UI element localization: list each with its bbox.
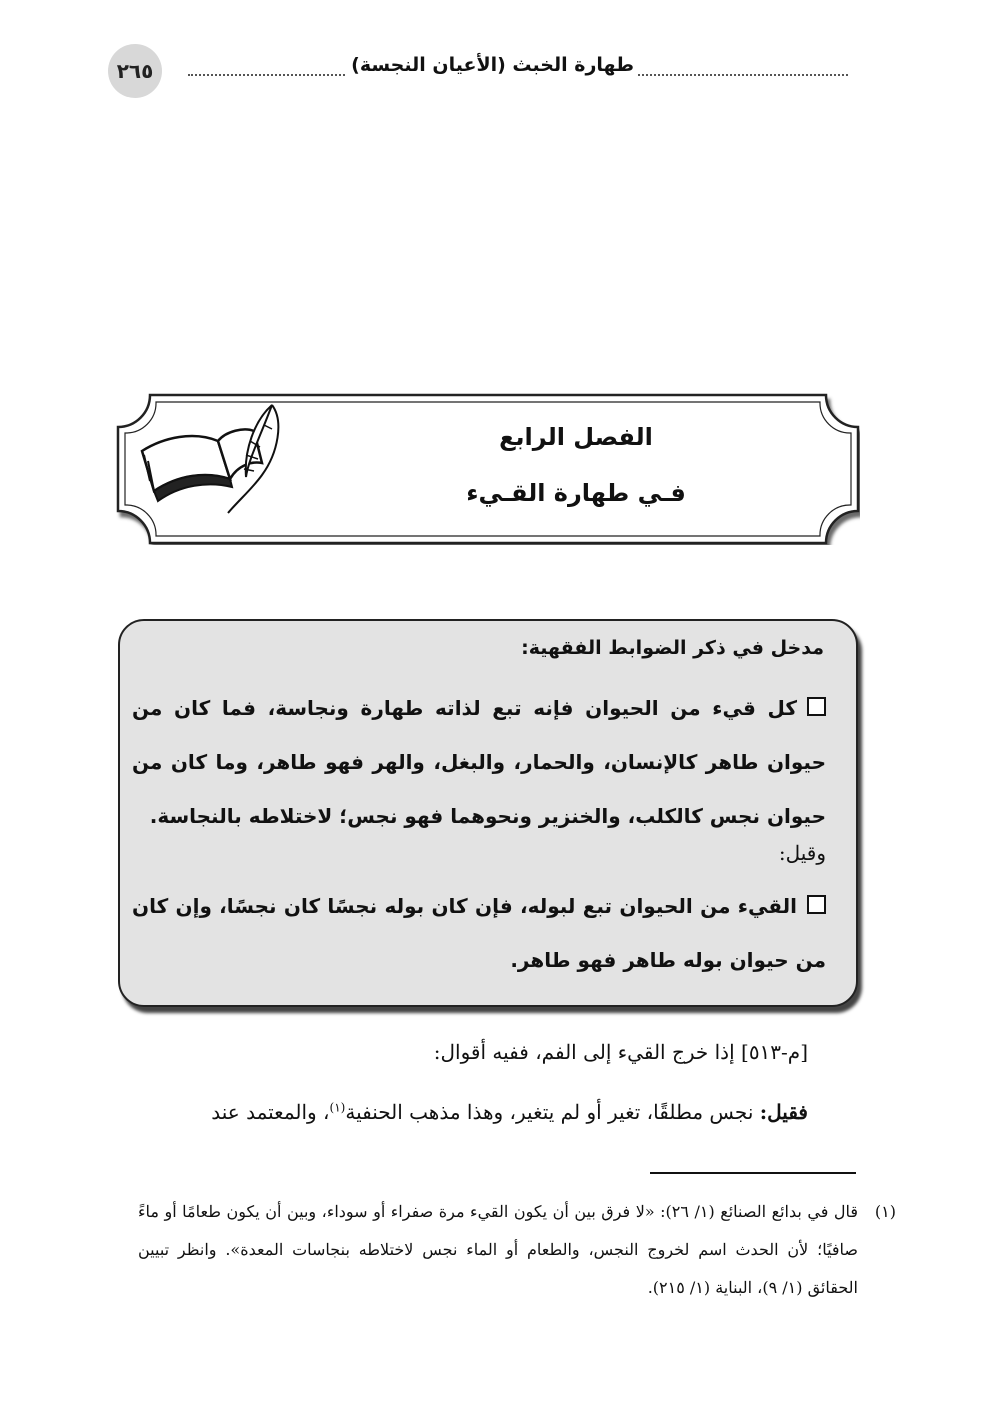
body-line-1: [م-٥١٣] إذا خرج القيء إلى الفم، ففيه أقوال: xyxy=(433,1040,808,1064)
page-number: ٢٦٥ xyxy=(108,44,162,98)
body-line-2 xyxy=(114,1100,808,1124)
page-header xyxy=(108,52,848,96)
book-quill-icon xyxy=(134,401,284,519)
rule-1 xyxy=(132,681,826,843)
body-line-2-text: نجس مطلقًا، تغير أو لم يتغير، وهذا مذهب الحنفية xyxy=(345,1100,760,1124)
chapter-subtitle: فـي طهارة القـيء xyxy=(466,479,686,507)
footnote-text: قال في بدائع الصنائع (١/ ٢٦): «لا فرق بين أن يكون القيء مرة صفراء أو سوداء، وبين أن يكون طعامًا أو ماءً صافيًا؛ لأن الحدث اسم لخروج النجس، والطعام أو الماء نجس لاختلاطه بنجاسات المعدة». وانظر تبيين الحقائق (١/ ٩)، البناية (١/ ٢١٥). xyxy=(138,1202,858,1297)
header-dots-right xyxy=(634,74,848,76)
header-dots-left xyxy=(188,74,368,76)
rules-heading: مدخل في ذكر الضوابط الفقهية: xyxy=(521,637,824,659)
rule-1-text: كل قيء من الحيوان فإنه تبع لذاته طهارة ونجاسة، فما كان من حيوان طاهر كالإنسان، والحمار، والبغل، والهر فهو طاهر، وما كان من حيوان نجس كالكلب، والخنزير ونحوهما فهو نجس؛ لاختلاطه بالنجاسة. xyxy=(132,696,826,828)
chapter-title: الفصل الرابع xyxy=(499,423,653,451)
body-line-2-end: ، والمعتمد عند xyxy=(211,1100,330,1124)
body-said-bold: فقيل: xyxy=(759,1100,808,1124)
checkbox-bullet-icon xyxy=(807,697,826,716)
checkbox-bullet-icon xyxy=(807,895,826,914)
rules-box xyxy=(118,619,858,1007)
rule-2-text: القيء من الحيوان تبع لبوله، فإن كان بوله نجسًا كان نجسًا، وإن كان من حيوان بوله طاهر فهو طاهر. xyxy=(132,894,826,972)
rules-said-label: وقيل: xyxy=(778,841,826,865)
footnote-separator xyxy=(650,1172,856,1174)
running-title: طهارة الخبث (الأعيان النجسة) xyxy=(347,54,638,76)
footnote-marker: (١) xyxy=(874,1202,896,1221)
rule-2 xyxy=(132,879,826,987)
chapter-title-frame xyxy=(116,393,860,545)
footnote-reference[interactable]: (١) xyxy=(329,1100,346,1115)
